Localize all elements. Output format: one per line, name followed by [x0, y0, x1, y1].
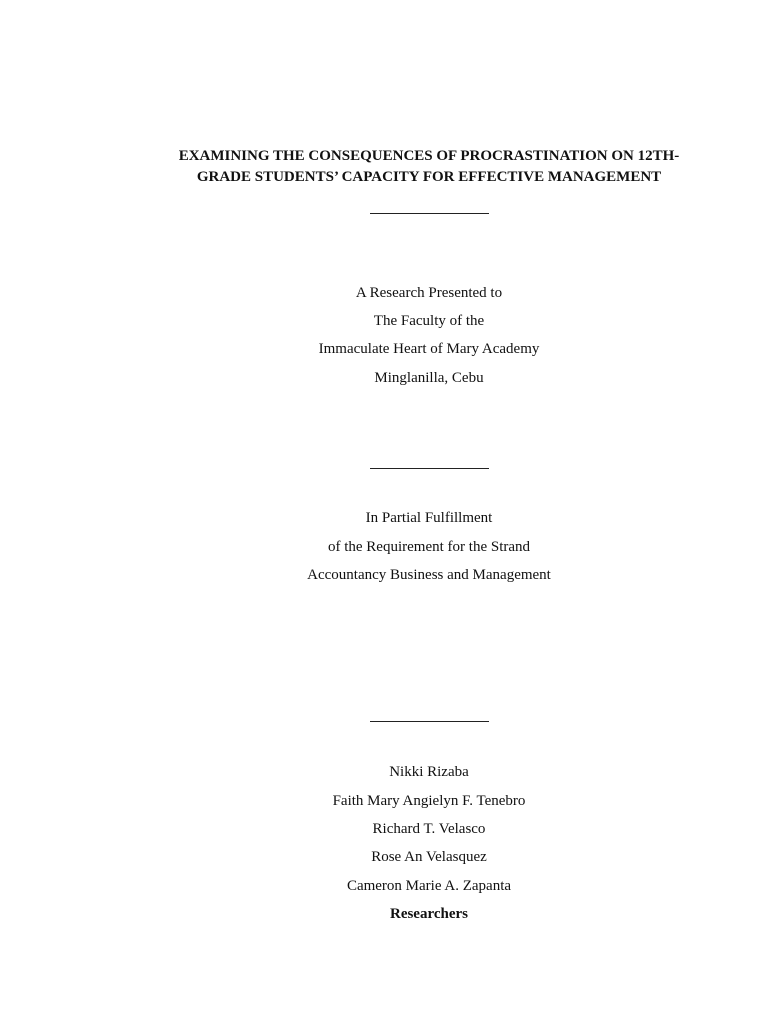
divider-rule: [370, 468, 489, 469]
presented-line: A Research Presented to: [355, 285, 503, 301]
school-name: Immaculate Heart of Mary Academy: [318, 341, 540, 357]
fulfillment-line: In Partial Fulfillment: [365, 510, 493, 526]
faculty-line: The Faculty of the: [373, 313, 485, 329]
researcher-name: Cameron Marie A. Zapanta: [346, 878, 512, 894]
requirement-line: of the Requirement for the Strand: [327, 539, 531, 555]
researcher-name: Nikki Rizaba: [389, 764, 469, 780]
research-title: [160, 146, 698, 188]
divider-rule: [370, 721, 489, 722]
research-title-line-2: GRADE STUDENTS’ CAPACITY FOR EFFECTIVE MANAGEMENT: [196, 169, 662, 185]
researcher-name: Faith Mary Angielyn F. Tenebro: [332, 793, 526, 809]
strand-name: Accountancy Business and Management: [307, 567, 551, 583]
research-title-line-1: EXAMINING THE CONSEQUENCES OF PROCRASTINATION ON 12TH-: [178, 148, 680, 164]
researcher-name: Rose An Velasquez: [371, 849, 487, 865]
researcher-name: Richard T. Velasco: [372, 821, 486, 837]
school-location: Minglanilla, Cebu: [374, 370, 484, 386]
researchers-label: Researchers: [389, 906, 469, 922]
divider-rule: [370, 213, 489, 214]
